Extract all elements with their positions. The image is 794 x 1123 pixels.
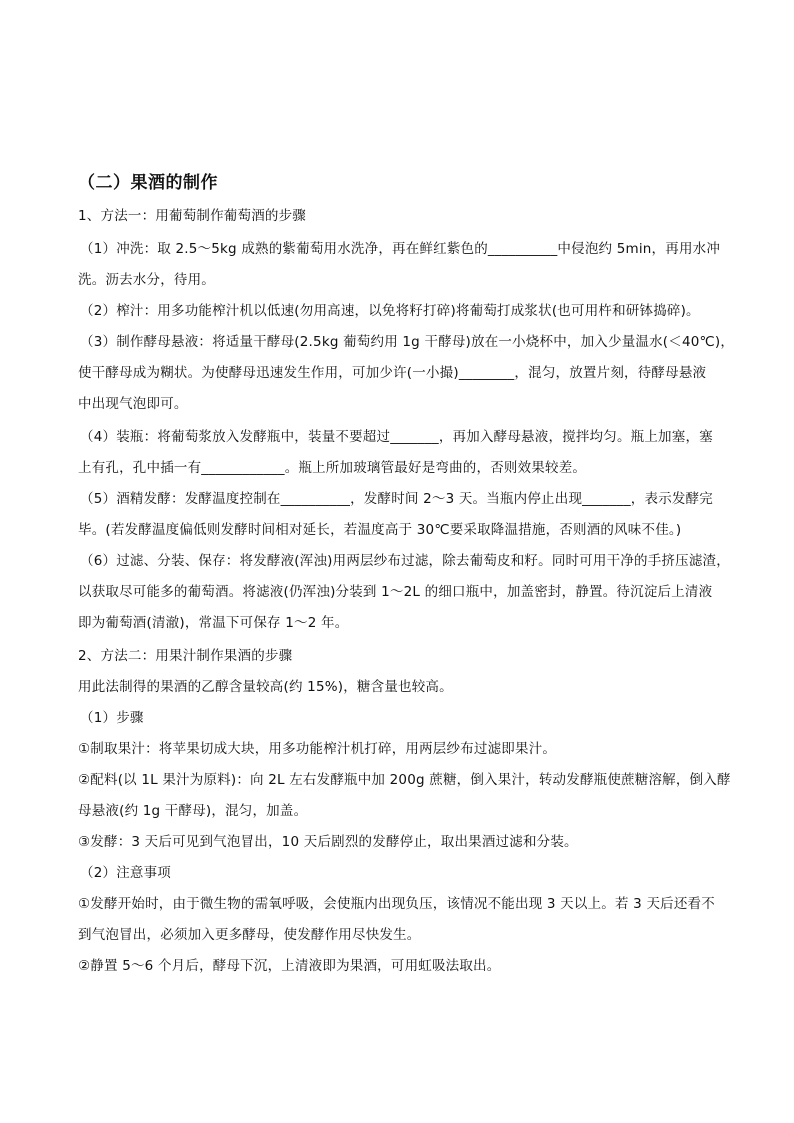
step-2-mix-line-2: 母悬液(约 1g 干酵母)，混匀，加盖。 xyxy=(78,803,308,819)
section-heading: （二）果酒的制作 xyxy=(78,173,218,193)
note-1-line-1: ①发酵开始时，由于微生物的需氧呼吸，会使瓶内出现负压，该情况不能出现 3 天以上。若 3 天后还看不 xyxy=(78,896,715,912)
step-filter-line-1: （6）过滤、分装、保存：将发酵液(浑浊)用两层纱布过滤，除去葡萄皮和籽。同时可用干净的手挤压滤渣， xyxy=(80,553,730,569)
step-1-juice: ①制取果汁：将苹果切成大块，用多功能榨汁机打碎，用两层纱布过滤即果汁。 xyxy=(78,741,557,757)
method-two-title: 2、方法二：用果汁制作果酒的步骤 xyxy=(78,648,293,664)
notes-subtitle: （2）注意事项 xyxy=(80,865,171,881)
step-ferment-line-2: 毕。(若发酵温度偏低则发酵时间相对延长，若温度高于 30℃要采取降温措施，否则酒的风味不佳。) xyxy=(78,522,682,538)
step-bottle-line-2: 上有孔，孔中插一有____________。瓶上所加玻璃管最好是弯曲的，否则效果较差。 xyxy=(78,460,587,476)
step-filter-line-2: 以获取尽可能多的葡萄酒。将滤液(仍浑浊)分装到 1～2L 的细口瓶中，加盖密封，静置。待沉淀后上清液 xyxy=(78,584,713,600)
step-rinse-line-2: 洗。沥去水分，待用。 xyxy=(78,272,215,288)
step-3-ferment: ③发酵：3 天后可见到气泡冒出，10 天后剧烈的发酵停止，取出果酒过滤和分装。 xyxy=(78,834,578,850)
step-ferment-line-1: （5）酒精发酵：发酵温度控制在__________，发酵时间 2～3 天。当瓶内停止出现_______，表示发酵完 xyxy=(80,491,713,507)
step-yeast-line-2: 使干酵母成为糊状。为使酵母迅速发生作用，可加少许(一小撮)________，混匀，放置片刻，待酵母悬液 xyxy=(78,365,707,381)
steps-subtitle: （1）步骤 xyxy=(80,710,144,726)
step-rinse-line-1: （1）冲洗：取 2.5～5kg 成熟的紫葡萄用水洗净，再在鲜红紫色的__________中侵泡约 5min，再用水冲 xyxy=(80,241,721,257)
step-yeast-line-1: （3）制作酵母悬液：将适量干酵母(2.5kg 葡萄约用 1g 干酵母)放在一小烧杯中，加入少量温水(＜40℃)， xyxy=(80,334,735,350)
step-2-mix-line-1: ②配料(以 1L 果汁为原料)：向 2L 左右发酵瓶中加 200g 蔗糖，倒入果汁，转动发酵瓶使蔗糖溶解，倒入酵 xyxy=(78,772,731,788)
step-juice-line: （2）榨汁：用多功能榨汁机以低速(勿用高速，以免将籽打碎)将葡萄打成浆状(也可用杵和研钵捣碎)。 xyxy=(80,303,700,319)
method-one-title: 1、方法一：用葡萄制作葡萄酒的步骤 xyxy=(78,208,306,224)
note-1-line-2: 到气泡冒出，必须加入更多酵母，使发酵作用尽快发生。 xyxy=(78,927,421,943)
step-filter-line-3: 即为葡萄酒(清澈)，常温下可保存 1～2 年。 xyxy=(78,615,349,631)
note-2: ②静置 5～6 个月后，酵母下沉，上清液即为果酒，可用虹吸法取出。 xyxy=(78,958,501,974)
step-bottle-line-1: （4）装瓶：将葡萄浆放入发酵瓶中，装量不要超过_______，再加入酵母悬液，搅拌均匀。瓶上加塞，塞 xyxy=(80,429,713,445)
method-two-intro: 用此法制得的果酒的乙醇含量较高(约 15%)，糖含量也较高。 xyxy=(78,679,453,695)
step-yeast-line-3: 中出现气泡即可。 xyxy=(78,396,188,412)
